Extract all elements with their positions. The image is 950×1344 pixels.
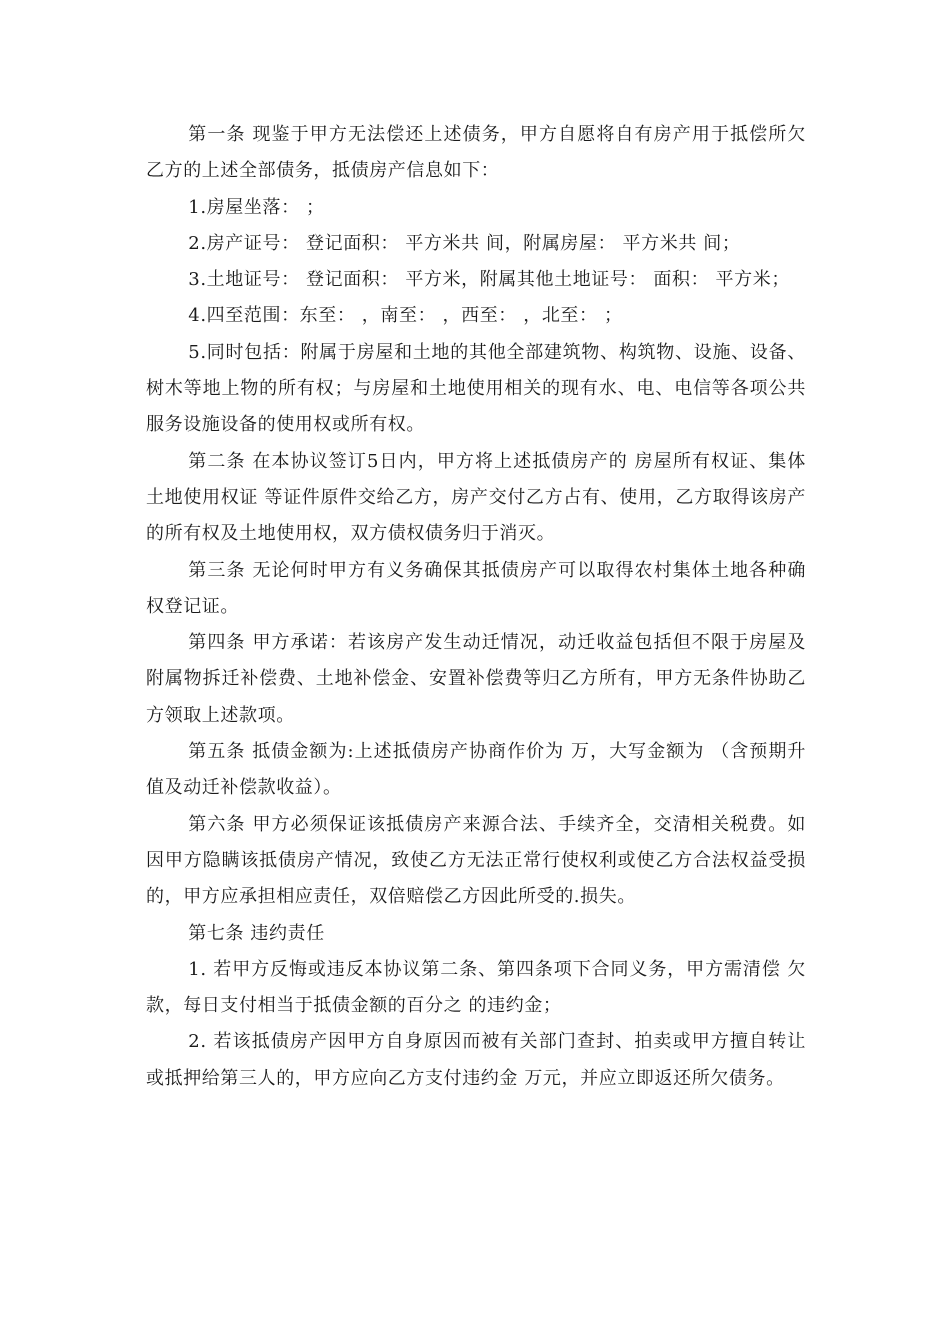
- article-2-paragraph: 第二条 在本协议签订5日内，甲方将上述抵债房产的 房屋所有权证、集体土地使用权证 等证件原件交给乙方，房产交付乙方占有、使用，乙方取得该房产的所有权及土地使用权，双方债权债务归于消灭。: [146, 450, 806, 545]
- property-certificate-item: 2.房产证号： 登记面积： 平方米共 间，附属房屋： 平方米共 间；: [188, 232, 741, 254]
- article-3-paragraph: 第三条 无论何时甲方有义务确保其抵债房产可以取得农村集体土地各种确权登记证。: [146, 559, 806, 617]
- article-6-paragraph: 第六条 甲方必须保证该抵债房产来源合法、手续齐全，交清相关税费。如因甲方隐瞒该抵债房产情况，致使乙方无法正常行使权利或使乙方合法权益受损的，甲方应承担相应责任，双倍赔偿乙方因此所受的.损失。: [146, 813, 806, 908]
- article-7-heading: 第七条 违约责任: [188, 922, 325, 944]
- land-certificate-item: 3.土地证号： 登记面积： 平方米，附属其他土地证号： 面积： 平方米；: [188, 269, 790, 291]
- breach-clause-1: 1. 若甲方反悔或违反本协议第二条、第四条项下合同义务，甲方需清偿 欠款，每日支付相当于抵债金额的百分之 的违约金；: [146, 958, 806, 1017]
- breach-clause-2: 2. 若该抵债房产因甲方自身原因而被有关部门查封、拍卖或甲方擅自转让或抵押给第三人的，甲方应向乙方支付违约金 万元，并应立即返还所欠债务。: [146, 1031, 806, 1089]
- article-5-paragraph: 第五条 抵债金额为:上述抵债房产协商作价为 万，大写金额为 （含预期升值及动迁补偿款收益）。: [146, 741, 806, 799]
- document-body: [146, 117, 806, 1097]
- article-1-paragraph: 第一条 现鉴于甲方无法偿还上述债务，甲方自愿将自有房产用于抵偿所欠乙方的上述全部债务，抵债房产信息如下：: [146, 124, 806, 182]
- boundary-item: 4.四至范围：东至： ，南至： ，西至： ，北至： ；: [188, 305, 623, 327]
- included-rights-item: 5.同时包括：附属于房屋和土地的其他全部建筑物、构筑物、设施、设备、树木等地上物的所有权；与房屋和土地使用相关的现有水、电、电信等各项公共服务设施设备的使用权或所有权。: [146, 341, 806, 436]
- article-4-paragraph: 第四条 甲方承诺：若该房产发生动迁情况，动迁收益包括但不限于房屋及附属物拆迁补偿费、土地补偿金、安置补偿费等归乙方所有，甲方无条件协助乙方领取上述款项。: [146, 632, 806, 726]
- property-location-item: 1.房屋坐落： ；: [188, 196, 325, 218]
